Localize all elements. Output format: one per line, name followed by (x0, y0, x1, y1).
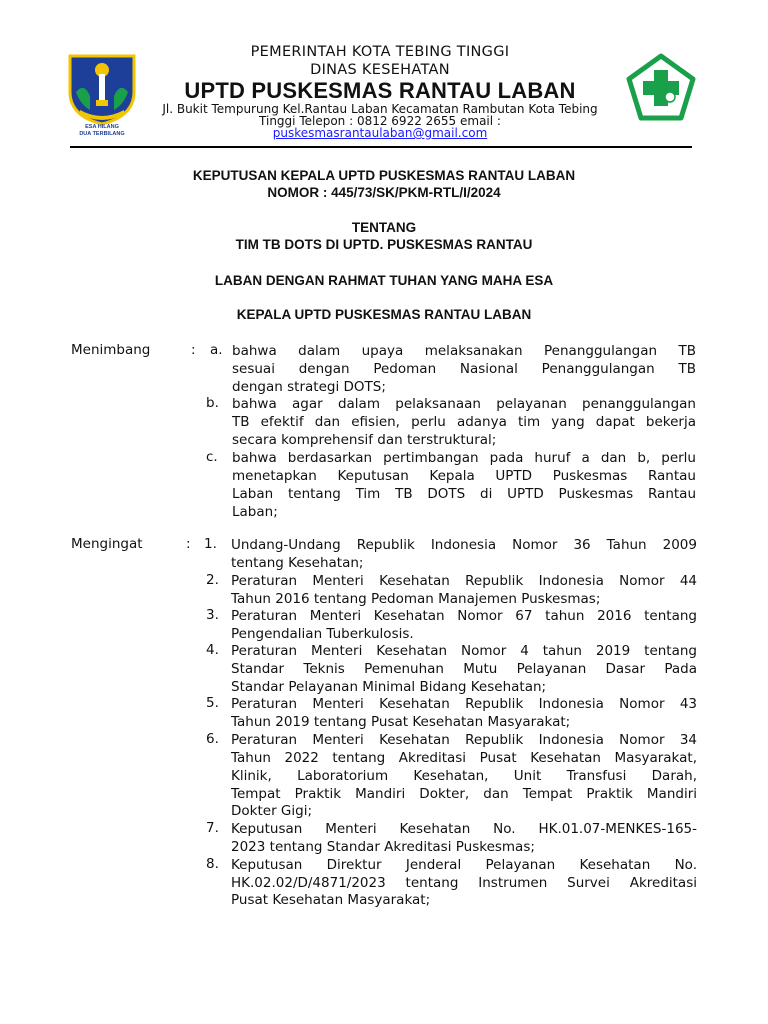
item-line: tentang Kesehatan; (231, 555, 364, 571)
mengingat-label: Mengingat (71, 536, 143, 552)
item-line: Peraturan Menteri Kesehatan Republik Indonesia Nomor 43 (231, 696, 697, 712)
decree-title: KEPUTUSAN KEPALA UPTD PUSKESMAS RANTAU LABAN (192, 168, 576, 183)
item-line: Dokter Gigi; (231, 803, 312, 819)
email-link[interactable]: puskesmasrantaulaban@gmail.com (272, 126, 488, 140)
item-marker: 2. (206, 572, 219, 588)
item-line: Klinik, Laboratorium Kesehatan, Unit Transfusi Darah, (231, 768, 697, 784)
item-line: Tahun 2019 tentang Pusat Kesehatan Masyarakat; (231, 714, 571, 730)
institution-title: UPTD PUSKESMAS RANTAU LABAN (184, 78, 576, 103)
item-line: Tahun 2016 tentang Pedoman Manajemen Puskesmas; (231, 591, 601, 607)
menimbang-label: Menimbang (71, 342, 151, 358)
decree-number: NOMOR : 445/73/SK/PKM-RTL/I/2024 (267, 185, 501, 200)
item-line: Laban; (232, 504, 278, 520)
item-marker: 7. (206, 820, 219, 836)
item-line: sesuai dengan Pedoman Nasional Penanggulangan TB (232, 361, 696, 377)
tentang-heading: TENTANG (351, 220, 417, 235)
item-line: Peraturan Menteri Kesehatan Nomor 67 tahun 2016 tentang (231, 608, 697, 624)
item-line: Laban tentang Tim TB DOTS di UPTD Puskesmas Rantau (232, 486, 696, 502)
item-line: Pengendalian Tuberkulosis. (231, 626, 414, 642)
item-line: TB efektif dan efisien, perlu adanya tim yang dapat bekerja (232, 414, 696, 430)
item-line: secara komprehensif dan terstruktural; (232, 432, 497, 448)
item-line: Undang-Undang Republik Indonesia Nomor 36 Tahun 2009 (231, 537, 697, 553)
item-line: Tempat Praktik Mandiri Dokter, dan Tempat Praktik Mandiri (231, 786, 697, 802)
menimbang-colon: : (191, 342, 196, 358)
item-line: Peraturan Menteri Kesehatan Republik Indonesia Nomor 34 (231, 732, 697, 748)
item-marker: 4. (206, 642, 219, 658)
item-line: Keputusan Menteri Kesehatan No. HK.01.07-MENKES-165- (231, 821, 697, 837)
phone-line: Tinggi Telepon : 0812 6922 2655 email : (259, 114, 501, 128)
department-name: DINAS KESEHATAN (310, 62, 450, 78)
item-line: HK.02.02/D/4871/2023 tentang Instrumen Survei Akreditasi (231, 875, 697, 891)
item-marker: a. (210, 342, 223, 358)
decree-blessing: LABAN DENGAN RAHMAT TUHAN YANG MAHA ESA (214, 273, 554, 288)
item-marker: 5. (206, 695, 219, 711)
item-marker: 1. (204, 536, 217, 552)
item-line: Standar Teknis Pemenuhan Mutu Pelayanan Dasar Pada (231, 661, 697, 677)
item-marker: 3. (206, 607, 219, 623)
item-line: dengan strategi DOTS; (232, 379, 386, 395)
item-marker: b. (206, 395, 219, 411)
logo-motto-line1: ESA HILANG (85, 124, 119, 130)
item-line: 2023 tentang Standar Akreditasi Puskesmas; (231, 839, 535, 855)
item-marker: 8. (206, 856, 219, 872)
item-line: bahwa berdasarkan pertimbangan pada huruf a dan b, perlu (232, 450, 696, 466)
mengingat-colon: : (186, 536, 191, 552)
item-line: Standar Pelayanan Minimal Bidang Kesehatan; (231, 679, 547, 695)
item-line: Pusat Kesehatan Masyarakat; (231, 892, 431, 908)
item-line: bahwa agar dalam pelaksanaan pelayanan penanggulangan (232, 396, 696, 412)
item-line: Keputusan Direktur Jenderal Pelayanan Kesehatan No. (231, 857, 697, 873)
item-marker: c. (206, 449, 218, 465)
address-line: Jl. Bukit Tempurung Kel.Rantau Laban Kecamatan Rambutan Kota Tebing (162, 102, 598, 116)
logo-motto-line2: DUA TERBILANG (79, 131, 125, 137)
decree-subject: TIM TB DOTS DI UPTD. PUSKESMAS RANTAU (235, 237, 533, 252)
item-line: bahwa dalam upaya melaksanakan Penanggulangan TB (232, 343, 696, 359)
item-marker: 6. (206, 731, 219, 747)
item-line: Peraturan Menteri Kesehatan Republik Indonesia Nomor 44 (231, 573, 697, 589)
decree-issuer: KEPALA UPTD PUSKESMAS RANTAU LABAN (236, 307, 532, 322)
item-line: menetapkan Keputusan Kepala UPTD Puskesmas Rantau (232, 468, 696, 484)
item-line: Tahun 2022 tentang Akreditasi Pusat Kesehatan Masyarakat, (231, 750, 697, 766)
gov-name: PEMERINTAH KOTA TEBING TINGGI (250, 44, 510, 60)
letterhead-divider (70, 146, 692, 148)
item-line: Peraturan Menteri Kesehatan Nomor 4 tahun 2019 tentang (231, 643, 697, 659)
